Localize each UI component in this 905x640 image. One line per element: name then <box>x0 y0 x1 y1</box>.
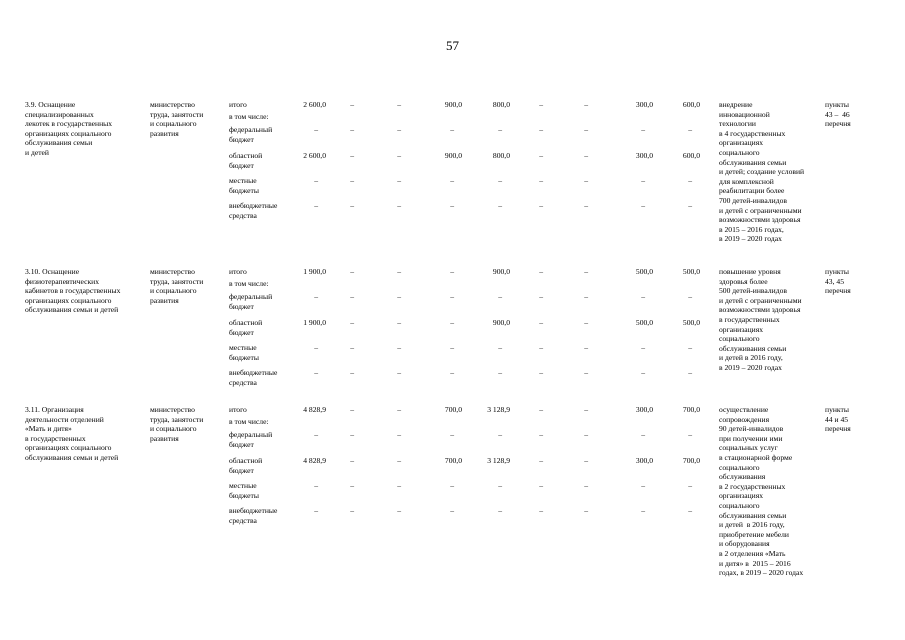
funding-value: – <box>539 292 543 301</box>
funding-value: – <box>688 343 692 352</box>
funding-value: – <box>397 318 401 327</box>
list-reference-line: пункты <box>825 100 849 109</box>
funding-value: – <box>397 100 401 109</box>
funding-value: – <box>584 267 588 276</box>
funding-value: 700,0 <box>682 456 700 465</box>
funding-value: – <box>539 368 543 377</box>
funding-value: – <box>641 201 645 210</box>
funding-value: – <box>688 368 692 377</box>
funding-value: – <box>688 430 692 439</box>
funding-value: – <box>350 405 354 414</box>
funding-source-label: федеральный <box>229 292 273 301</box>
funding-value: 2 600,0 <box>303 151 326 160</box>
activity-name-line: «Мать и дитя» <box>25 424 72 434</box>
funding-value: – <box>397 343 401 352</box>
activity-name-line: кабинетов в государственных <box>25 286 121 296</box>
expected-result-line: в государственных <box>719 315 780 324</box>
funding-value: – <box>350 318 354 327</box>
funding-value: – <box>350 201 354 210</box>
expected-result-line: сопровождения <box>719 414 770 424</box>
executor-line: министерство <box>150 100 195 109</box>
funding-value: – <box>450 430 454 439</box>
expected-result-line: социального <box>719 148 760 157</box>
funding-value: – <box>350 481 354 490</box>
funding-value: – <box>641 481 645 490</box>
funding-value: – <box>450 343 454 352</box>
expected-result-line: в 2019 – 2020 годах <box>719 363 782 372</box>
expected-result-line: организациях <box>719 324 763 334</box>
expected-result-line: для комплексной <box>719 176 774 186</box>
executor-line: и социального <box>150 424 197 434</box>
funding-source-label: в том числе: <box>229 112 269 121</box>
funding-source-label: федеральный <box>229 430 273 439</box>
funding-value: – <box>450 481 454 490</box>
funding-value: – <box>450 318 454 327</box>
funding-source-label: в том числе: <box>229 279 269 288</box>
expected-result-line: обслуживания <box>719 472 766 482</box>
funding-value: – <box>397 267 401 276</box>
funding-value: – <box>450 292 454 301</box>
expected-result-line: приобретение мебели <box>719 529 790 539</box>
funding-source-label: областной <box>229 318 263 327</box>
funding-source-label: средства <box>229 515 257 525</box>
executor-line: труда, занятости <box>150 414 204 424</box>
funding-value: – <box>688 201 692 210</box>
funding-value: – <box>350 176 354 185</box>
funding-value: – <box>584 125 588 134</box>
funding-value: – <box>498 368 502 377</box>
funding-value: – <box>397 125 401 134</box>
expected-result-line: здоровья более <box>719 276 768 286</box>
funding-value: 900,0 <box>444 151 462 160</box>
funding-source-label: местные <box>229 176 257 185</box>
funding-value: – <box>641 292 645 301</box>
expected-result-line: обслуживания семьи <box>719 510 787 520</box>
funding-source-label: местные <box>229 343 257 352</box>
funding-value: 500,0 <box>635 267 653 276</box>
expected-result-line: и детей; создание условий <box>719 167 805 177</box>
activity-name-line: 3.9. Оснащение <box>25 100 76 109</box>
expected-result-line: социальных услуг <box>719 443 778 453</box>
executor-line: труда, занятости <box>150 109 204 119</box>
funding-value: – <box>397 201 401 210</box>
funding-value: – <box>641 176 645 185</box>
funding-value: – <box>450 368 454 377</box>
funding-value: 300,0 <box>635 405 653 414</box>
funding-value: – <box>450 506 454 515</box>
funding-value: – <box>397 151 401 160</box>
funding-source-label: бюджет <box>229 301 254 311</box>
funding-value: – <box>350 100 354 109</box>
funding-value: – <box>641 430 645 439</box>
activity-name-line: специализированных <box>25 109 94 119</box>
funding-source-label: итого <box>229 405 247 414</box>
executor-line: министерство <box>150 405 195 414</box>
executor-line: труда, занятости <box>150 276 204 286</box>
expected-result-line: социального <box>719 501 760 510</box>
expected-result-line: инновационной <box>719 109 770 119</box>
funding-value: – <box>688 176 692 185</box>
funding-source-label: внебюджетные <box>229 201 278 210</box>
funding-value: 500,0 <box>635 318 653 327</box>
funding-source-label: бюджет <box>229 439 254 449</box>
expected-result-line: внедрение <box>719 100 753 109</box>
expected-result-line: и детей с ограниченными <box>719 205 802 215</box>
expected-result-line: 700 детей-инвалидов <box>719 196 787 205</box>
funding-value: – <box>397 430 401 439</box>
funding-value: – <box>498 481 502 490</box>
funding-value: – <box>539 176 543 185</box>
list-reference-line: пункты <box>825 405 849 414</box>
funding-value: – <box>498 506 502 515</box>
funding-value: 500,0 <box>682 318 700 327</box>
funding-value: – <box>350 125 354 134</box>
expected-result-line: и детей в 2016 году, <box>719 353 783 363</box>
funding-value: – <box>397 368 401 377</box>
expected-result-line: в 4 государственных <box>719 128 786 138</box>
funding-value: – <box>584 368 588 377</box>
funding-value: – <box>539 430 543 439</box>
funding-value: – <box>584 430 588 439</box>
funding-value: – <box>314 368 318 377</box>
funding-value: – <box>584 176 588 185</box>
funding-value: 500,0 <box>682 267 700 276</box>
expected-result-line: организациях <box>719 491 763 501</box>
list-reference-line: 43, 45 <box>825 276 844 286</box>
expected-result-line: при получении ими <box>719 433 783 443</box>
funding-value: – <box>539 100 543 109</box>
funding-value: – <box>314 125 318 134</box>
funding-source-label: областной <box>229 456 263 465</box>
funding-value: – <box>450 125 454 134</box>
expected-result-line: повышение уровня <box>719 267 781 276</box>
funding-source-label: средства <box>229 210 257 220</box>
funding-value: 1 900,0 <box>303 267 326 276</box>
funding-value: – <box>688 506 692 515</box>
funding-value: – <box>397 506 401 515</box>
expected-result-line: и детей в 2016 году, <box>719 520 785 530</box>
funding-value: – <box>641 343 645 352</box>
executor-line: развития <box>150 295 179 305</box>
funding-value: – <box>539 201 543 210</box>
funding-value: – <box>584 100 588 109</box>
expected-result-line: технологии <box>719 119 756 129</box>
funding-source-label: средства <box>229 377 257 387</box>
funding-value: – <box>314 506 318 515</box>
funding-value: – <box>498 201 502 210</box>
expected-result-line: в 2 отделения «Мать <box>719 549 786 558</box>
page-number: 57 <box>446 38 459 53</box>
executor-line: министерство <box>150 267 195 276</box>
funding-value: – <box>584 343 588 352</box>
funding-value: – <box>314 430 318 439</box>
funding-source-label: бюджеты <box>229 352 259 362</box>
funding-value: 900,0 <box>444 100 462 109</box>
funding-source-label: бюджеты <box>229 185 259 195</box>
funding-source-label: итого <box>229 267 247 276</box>
expected-result-line: в 2 государственных <box>719 481 786 491</box>
list-reference-line: перечня <box>825 424 851 434</box>
funding-value: 700,0 <box>682 405 700 414</box>
list-reference-line: перечня <box>825 119 851 129</box>
funding-value: – <box>584 201 588 210</box>
funding-value: – <box>498 343 502 352</box>
funding-source-label: бюджет <box>229 327 254 337</box>
funding-value: 300,0 <box>635 151 653 160</box>
funding-source-label: внебюджетные <box>229 506 278 515</box>
funding-source-label: бюджет <box>229 465 254 475</box>
funding-value: 2 600,0 <box>303 100 326 109</box>
funding-value: – <box>350 506 354 515</box>
funding-value: – <box>641 506 645 515</box>
funding-value: 3 128,9 <box>487 405 510 414</box>
funding-value: – <box>314 481 318 490</box>
activity-name-line: физиотерапевтических <box>25 276 100 286</box>
funding-value: – <box>314 176 318 185</box>
funding-value: 300,0 <box>635 456 653 465</box>
funding-value: 1 900,0 <box>303 318 326 327</box>
expected-result-line: в 2019 – 2020 годах <box>719 234 782 244</box>
list-reference-line: перечня <box>825 286 851 296</box>
funding-value: – <box>314 343 318 352</box>
expected-result-line: в стационарной форме <box>719 453 793 462</box>
funding-value: – <box>397 481 401 490</box>
funding-value: – <box>584 456 588 465</box>
funding-value: – <box>397 292 401 301</box>
expected-result-line: 500 детей-инвалидов <box>719 286 787 296</box>
funding-value: – <box>450 176 454 185</box>
funding-value: – <box>584 318 588 327</box>
funding-source-label: в том числе: <box>229 417 269 426</box>
funding-value: – <box>397 456 401 465</box>
funding-value: – <box>397 176 401 185</box>
funding-value: – <box>539 481 543 490</box>
funding-value: – <box>350 292 354 301</box>
activity-name-line: обслуживания семьи и детей <box>25 453 119 462</box>
funding-value: – <box>314 201 318 210</box>
executor-line: и социального <box>150 286 197 296</box>
funding-value: – <box>350 430 354 439</box>
activity-name-line: организациях социального <box>25 443 112 453</box>
funding-value: – <box>539 125 543 134</box>
funding-value: – <box>498 430 502 439</box>
funding-value: – <box>584 506 588 515</box>
funding-value: – <box>584 481 588 490</box>
funding-value: 600,0 <box>682 151 700 160</box>
funding-source-label: областной <box>229 151 263 160</box>
funding-value: 800,0 <box>492 151 510 160</box>
activity-name-line: 3.10. Оснащение <box>25 267 80 276</box>
expected-result-line: в 2015 – 2016 годах, <box>719 224 784 234</box>
funding-value: – <box>539 343 543 352</box>
funding-value: – <box>498 176 502 185</box>
funding-value: – <box>350 456 354 465</box>
funding-value: – <box>641 368 645 377</box>
funding-value: 700,0 <box>444 405 462 414</box>
expected-result-line: 90 детей-инвалидов <box>719 424 784 434</box>
funding-value: – <box>539 267 543 276</box>
funding-value: 600,0 <box>682 100 700 109</box>
funding-value: – <box>350 368 354 377</box>
funding-value: – <box>539 151 543 160</box>
funding-source-label: бюджет <box>229 160 254 170</box>
funding-value: 300,0 <box>635 100 653 109</box>
funding-value: – <box>498 292 502 301</box>
funding-source-label: бюджеты <box>229 490 259 500</box>
funding-source-label: местные <box>229 481 257 490</box>
activity-name-line: в государственных <box>25 433 86 443</box>
funding-source-label: федеральный <box>229 125 273 134</box>
funding-value: 4 828,9 <box>303 405 326 414</box>
funding-value: – <box>450 201 454 210</box>
list-reference-line: 44 и 45 <box>825 414 849 424</box>
funding-source-label: итого <box>229 100 247 109</box>
expected-result-line: реабилитации более <box>719 186 785 196</box>
funding-value: – <box>641 125 645 134</box>
funding-value: – <box>350 267 354 276</box>
funding-value: – <box>350 151 354 160</box>
funding-value: 900,0 <box>492 318 510 327</box>
expected-result-line: социального <box>719 334 760 344</box>
funding-value: 900,0 <box>492 267 510 276</box>
expected-result-line: осуществление <box>719 405 769 414</box>
expected-result-line: возможностями здоровья <box>719 215 801 225</box>
funding-value: – <box>314 292 318 301</box>
expected-result-line: возможностями здоровья <box>719 305 801 315</box>
funding-value: – <box>688 125 692 134</box>
funding-value: – <box>498 125 502 134</box>
activity-name-line: деятельности отделений <box>25 414 104 424</box>
funding-value: – <box>688 481 692 490</box>
activity-name-line: обслуживания семьи и детей <box>25 305 119 315</box>
executor-line: развития <box>150 128 179 138</box>
expected-result-line: организациях <box>719 138 763 148</box>
funding-value: – <box>350 343 354 352</box>
executor-line: и социального <box>150 119 197 129</box>
expected-result-line: годах, в 2019 – 2020 годах <box>719 568 804 578</box>
activity-name-line: организациях социального <box>25 128 112 138</box>
funding-value: 700,0 <box>444 456 462 465</box>
funding-value: – <box>584 405 588 414</box>
activity-name-line: лекотек в государственных <box>25 119 113 129</box>
funding-value: – <box>584 292 588 301</box>
executor-line: развития <box>150 433 179 443</box>
expected-result-line: обслуживания семьи <box>719 157 787 167</box>
funding-value: 3 128,9 <box>487 456 510 465</box>
funding-source-label: внебюджетные <box>229 368 278 377</box>
funding-value: – <box>688 292 692 301</box>
funding-value: – <box>450 267 454 276</box>
funding-value: – <box>539 405 543 414</box>
expected-result-line: обслуживания семьи <box>719 343 787 353</box>
funding-value: – <box>539 318 543 327</box>
activity-name-line: организациях социального <box>25 295 112 305</box>
funding-value: – <box>397 405 401 414</box>
funding-value: – <box>584 151 588 160</box>
funding-source-label: бюджет <box>229 134 254 144</box>
expected-result-line: и оборудования <box>719 539 770 549</box>
list-reference-line: 43 – 46 <box>825 109 850 119</box>
expected-result-line: и дитя» в 2015 – 2016 <box>719 558 791 568</box>
funding-value: 4 828,9 <box>303 456 326 465</box>
funding-value: 800,0 <box>492 100 510 109</box>
expected-result-line: социального <box>719 462 760 472</box>
activity-name-line: и детей <box>25 148 49 157</box>
expected-result-line: и детей с ограниченными <box>719 295 802 305</box>
list-reference-line: пункты <box>825 267 849 276</box>
activity-name-line: 3.11. Организация <box>25 405 84 414</box>
activity-name-line: обслуживания семьи <box>25 138 93 148</box>
funding-value: – <box>539 506 543 515</box>
funding-value: – <box>539 456 543 465</box>
